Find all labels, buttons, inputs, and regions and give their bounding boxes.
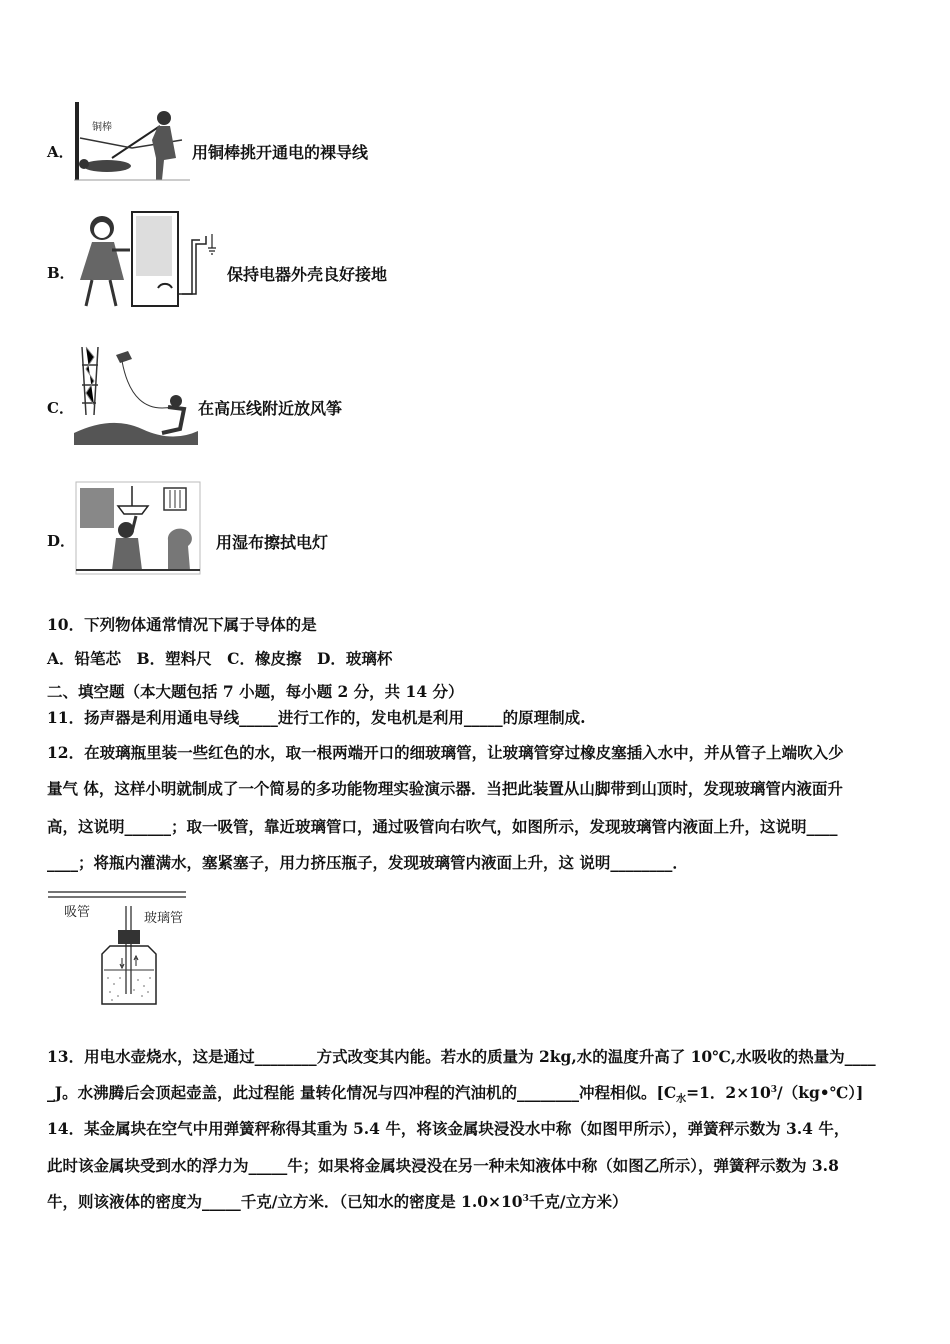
q12-figure [46,886,206,1011]
q11-text: 11．扬声器是利用通电导线_____进行工作的，发电机是利用_____的原理制成. [47,708,586,727]
option-c-letter: C． [47,399,74,417]
option-c-text: 在高压线附近放风筝 [198,399,343,418]
option-c-picture [72,345,200,445]
option-a-letter: A． [47,143,74,161]
q12-line-1: 12．在玻璃瓶里装一些红色的水，取一根两端开口的细玻璃管，让玻璃管穿过橡皮塞插入水中，并从管子上端吹入少 [47,743,844,762]
option-a-text: 用铜棒挑开通电的裸导线 [192,143,369,162]
option-d-text: 用湿布擦拭电灯 [216,533,329,552]
option-d-picture [72,480,204,576]
q12-line-2: 量气 体，这样小明就制成了一个简易的多功能物理实验演示器．当把此装置从山脚带到山顶时，发现玻璃管内液面升 [47,779,843,798]
option-b-letter: B． [47,264,75,282]
straw-label: 吸管 [64,905,91,920]
q14-line-2: 此时该金属块受到水的浮力为_____牛；如果将金属块浸没在另一种未知液体中称（如图乙所示），弹簧秤示数为 3.8 [47,1156,839,1175]
section-2-title: 二、填空题（本大题包括 7 小题，每小题 2 分，共 14 分） [47,682,464,701]
q13-line-2-part-b: =1．2×10 [686,1083,771,1102]
option-a-picture [72,100,194,184]
q13-superscript: 3 [770,1084,778,1095]
q13-water-subscript: 水 [676,1094,687,1106]
q12-line-3: 高，这说明______；取一吸管，靠近玻璃管口，通过吸管向右吹气，如图所示，发现玻璃管内液面上升，这说明____ [47,817,838,836]
q14-superscript: 3 [522,1193,529,1204]
q13-line-1: 13．用电水壶烧水，这是通过________方式改变其内能。若水的质量为 2kg,水的温度升高了 10℃,水吸收的热量为____ [47,1047,876,1066]
q13-line-2 [47,1081,863,1105]
q14-line-3-part-a: 牛，则该液体的密度为_____千克/立方米．（已知水的密度是 1.0×10 [47,1192,523,1211]
option-b-picture [72,210,232,310]
copper-rod-label: 铜棒 [92,122,112,133]
q10-stem: 10．下列物体通常情况下属于导体的是 [47,615,317,634]
option-b-text: 保持电器外壳良好接地 [227,265,388,284]
option-d-letter: D． [47,532,76,550]
q14-line-3 [47,1190,628,1212]
q14-line-1: 14．某金属块在空气中用弹簧秤称得其重为 5.4 牛，将该金属块浸没水中称（如图甲所示），弹簧秤示数为 3.4 牛， [47,1119,850,1138]
glass-tube-label: 玻璃管 [144,911,184,926]
q10-choices: A．铅笔芯 B．塑料尺 C．橡皮擦 D．玻璃杯 [47,649,393,668]
q14-line-3-part-b: 千克/立方米） [528,1192,628,1211]
q13-line-2-part-a: _J。水沸腾后会顶起壶盖，此过程能 量转化情况与四冲程的汽油机的________冲程相似。[C [47,1083,677,1102]
q12-line-4: ____；将瓶内灌满水，塞紧塞子，用力挤压瓶子，发现玻璃管内液面上升，这 说明________． [47,853,688,872]
q13-line-2-part-c: /（kg•℃）] [777,1083,864,1102]
